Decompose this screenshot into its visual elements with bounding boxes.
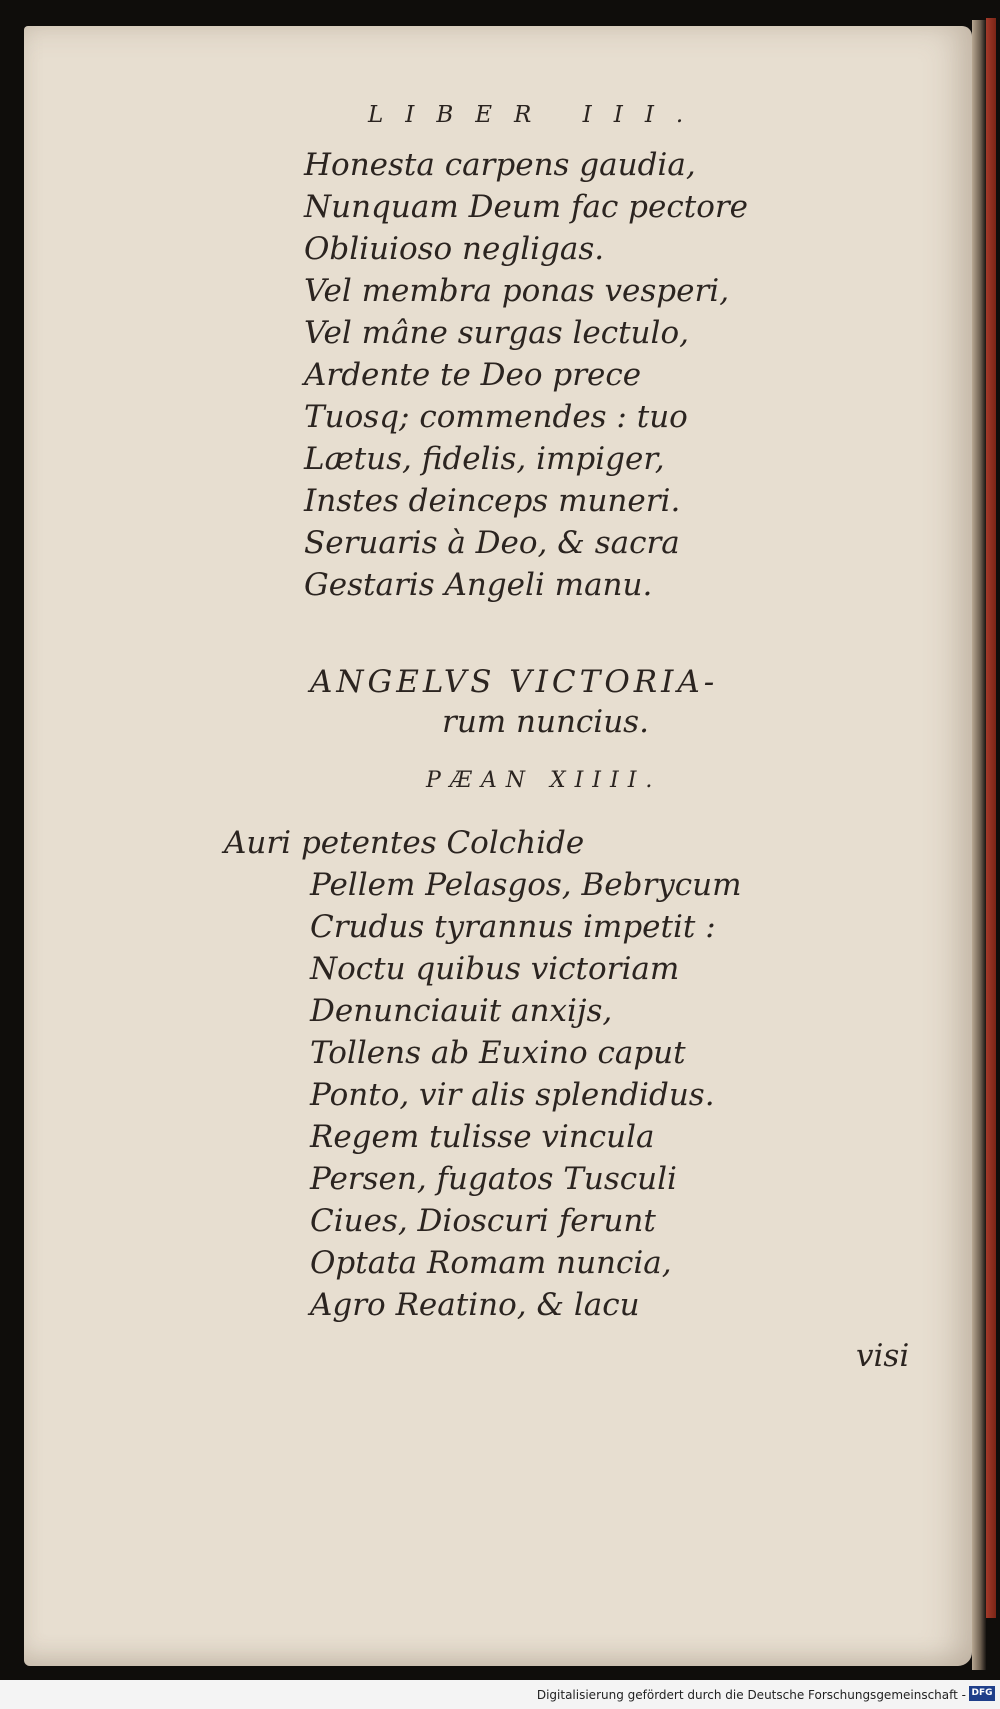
section-title: ANGELVS VICTORIA- — [310, 664, 719, 700]
section-title-continued: rum nuncius. — [442, 704, 649, 740]
catchword: visi — [856, 1338, 910, 1374]
verse-line: Gestaris Angeli manu. — [304, 567, 653, 603]
verse-line: Noctu quibus victoriam — [310, 951, 680, 987]
book-edge — [972, 20, 986, 1670]
verse-line: Nunquam Deum fac pectore — [304, 189, 749, 225]
verse-line: Lætus, fidelis, impiger, — [304, 441, 665, 477]
verse-line: Tuosq; commendes : tuo — [304, 399, 688, 435]
verse-line: Ponto, vir alis splendidus. — [310, 1077, 715, 1113]
verse-line: Optata Romam nuncia, — [310, 1245, 672, 1281]
verse-line: Seruaris à Deo, & sacra — [304, 525, 680, 561]
book-cover-edge — [986, 18, 996, 1618]
verse-line: Regem tulisse vincula — [310, 1119, 655, 1155]
dfg-logo-icon: DFG — [969, 1686, 995, 1701]
footer-credit: Digitalisierung gefördert durch die Deutsche Forschungsgemeinschaft - — [536, 1688, 966, 1702]
verse-line-first: Auri petentes Colchide — [224, 825, 585, 861]
verse-line: Vel mâne surgas lectulo, — [304, 315, 689, 351]
verse-line: Obliuioso negligas. — [304, 231, 605, 267]
verse-line: Vel membra ponas vesperi, — [304, 273, 730, 309]
verse-line: Ciues, Dioscuri ferunt — [310, 1203, 656, 1239]
verse-line: Instes deinceps muneri. — [304, 483, 681, 519]
verse-line: Persen, fugatos Tusculi — [310, 1161, 677, 1197]
verse-line: Ardente te Deo prece — [304, 357, 642, 393]
verse-line: Denunciauit anxijs, — [310, 993, 613, 1029]
verse-line: Crudus tyrannus impetit : — [310, 909, 716, 945]
section-subtitle: PÆAN XIIII. — [426, 768, 662, 793]
verse-line: Agro Reatino, & lacu — [310, 1287, 640, 1323]
verse-line: Pellem Pelasgos, Bebrycum — [310, 867, 742, 903]
running-head: LIBER III. — [368, 102, 706, 128]
verse-line: Tollens ab Euxino caput — [310, 1035, 686, 1071]
verse-line: Honesta carpens gaudia, — [304, 147, 696, 183]
